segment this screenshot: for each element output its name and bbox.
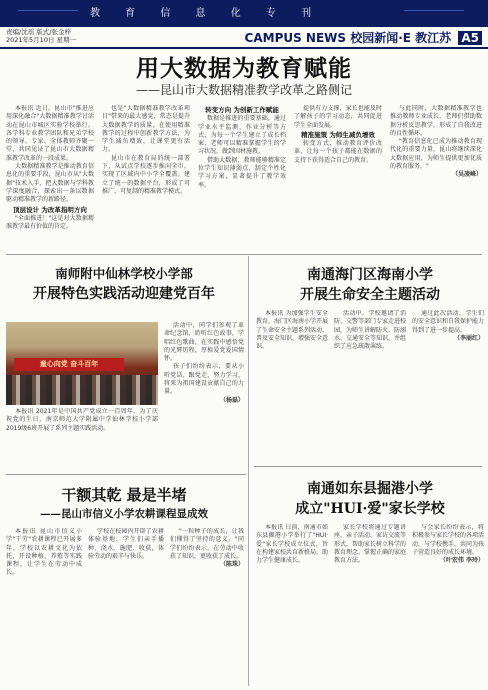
lead-headline: 用大数据为教育赋能	[136, 55, 352, 82]
byline: （杨磊）	[219, 396, 244, 404]
article-body	[6, 408, 158, 470]
article-body	[334, 310, 406, 460]
paragraph: 通过此次活动，学生们的安全意识和自我保护能力得到了进一步提高。	[412, 310, 484, 334]
article-body	[412, 310, 484, 460]
section-heading: 转变方向 为创新工作赋能	[205, 106, 279, 114]
article-body	[256, 310, 328, 460]
article-body	[88, 528, 164, 686]
paragraph: 本报讯 2021年是中国共产党成立一百周年，为了庆祝党的生日，南京师范大学附属中学仙林学校小学部2019级6班开展了系列主题实践活动。	[6, 408, 158, 432]
paragraph: 提供有力支撑，家长也能及时了解孩子的学习动态，共同促进学生全面发展。	[294, 105, 382, 129]
paragraph: 本报讯 日前，南通市如东县掘港小学举行了"HUI·爱"家长学校成立仪式，旨在构建家校共育新格局，助力学生健康成长。	[256, 524, 328, 565]
lead-column-3	[198, 105, 286, 250]
page-number: A5	[458, 31, 482, 45]
masthead-bar	[0, 0, 488, 27]
article-body	[412, 524, 484, 686]
article-subheadline: ——昆山市信义小学农耕课程显成效	[40, 508, 208, 520]
byline: （吴凌峰）	[451, 171, 482, 179]
section-heading: 精准施策 为师生减负增效	[301, 130, 375, 139]
paragraph: 学校在校园内开辟了农耕体验基地，学生们亲手播种、浇水、施肥、收获，体验劳动的艰辛与快乐。	[88, 528, 164, 560]
masthead-ornament-right	[404, 10, 464, 11]
paragraph: 家长学校将通过专题讲座、亲子活动、家访交流等形式，帮助家长树立科学的教育理念，掌握正确的家庭教育方法。	[334, 524, 406, 565]
paragraph: 本报讯 为加强学生安全教育，海门区海南小学开展了生命安全主题系列活动，普及安全知识，增强安全意识。	[256, 310, 328, 351]
issue-meta-bar	[0, 27, 488, 49]
paragraph: 活动中，学校邀请了消防、交警等部门专家走进校园，为师生讲解防火、防溺水、交通安全等知识，并组织了应急疏散演练。	[334, 310, 406, 351]
editor-credit: 责编/沈瑶 版式/张金梓	[6, 28, 71, 36]
paragraph: 昆山市在教育局的统一部署下，从试点学校逐步推向全市，实现了区域内中小学全覆盖。建立了统一的数据平台，形成了可推广、可复制的精准教学模式。	[102, 154, 190, 195]
paragraph: 本报讯 近日，昆山市"推进应用深化融合"大数据精准教学讨活动在昆山市城区实验学校举行。各学科专业教学团队和兄弟学校的领导、专家、全体教师齐聚一堂，共同见证了昆山市大数据精准教学改革的一段成果。	[6, 105, 94, 162]
paragraph: 也是"大数据精准教学改革项目"带来的最大感觉，常态是提升大数据教学的质量，在使用精准教学的过程中创新教学方法，为学生减负增效，让课堂更有活力。	[102, 105, 190, 154]
photo-crowd	[6, 375, 158, 405]
paragraph: 数据是推进的重要基础，通过学业水平监测、作业分析等方式，为每一个学生建立了成长档案，老师可以精准掌握学生的学习状况，做到因材施教。	[198, 115, 286, 156]
article-body	[170, 528, 244, 686]
lead-column-1	[6, 105, 94, 250]
section-title: 教 育 信 息 化 专 刊	[90, 8, 323, 19]
article-headline: 南师附中仙林学校小学部	[55, 266, 193, 281]
byline: （陈珠）	[219, 561, 244, 569]
article-body	[6, 528, 82, 686]
article-body	[164, 322, 244, 470]
brand-header	[245, 29, 482, 46]
paragraph: "全面推进！"这是对大数据精准教学最有价值的肯定。	[6, 214, 94, 231]
paragraph: 活动中，同学们参观了革命纪念馆，聆听红色故事，学唱红色歌曲，在实践中感悟党的光辉历程，厚植爱党爱国情怀。	[164, 322, 244, 363]
byline: （叶宏伟 李玲）	[439, 557, 484, 565]
paragraph: 借助大数据，教师能够精准定位学生知识薄弱点，制定个性化学习方案，显著提升了教学效率。	[198, 156, 286, 189]
paragraph: 本报讯 昆山市信义小学"干劳"农耕课程已开展多年，学校以农耕文化为依托，开设种植、养殖等实践课程，让学生在劳动中成长。	[6, 528, 82, 577]
section-heading: 顶层设计 为改革指明方向	[13, 205, 87, 214]
paragraph: "教育信息化已成为推动教育现代化的重要力量，昆山将继续深化大数据应用，为师生提供更加优质的教育服务。"	[390, 138, 482, 171]
event-photo	[6, 322, 158, 405]
article-headline: 开展生命安全主题活动	[300, 287, 440, 303]
paragraph: 大数据精准教学是推动教育信息化的重要手段，昆山市从"大数据"技术入手，把大数据与学科教学深度融合，探索出一条以数据驱动精准教学的新路径。	[6, 163, 94, 204]
divider	[6, 254, 482, 255]
paragraph: 与会家长纷纷表示，将积极参与家长学校的各项活动，与学校携手，共同为孩子营造良好的成长环境。	[412, 524, 484, 556]
article-headline: 开展特色实践活动迎建党百年	[33, 286, 215, 302]
issue-info	[6, 28, 76, 44]
paragraph: 与此同时，大数据精准教学也推动教师专业成长，老师们借助数据分析反思教学，形成了自我改进的良性循环。	[390, 105, 482, 137]
brand-name: CAMPUS NEWS 校园新闻·E 教江苏	[244, 31, 452, 45]
article-headline: 干额其乾 最是半堵	[61, 486, 187, 504]
masthead-ornament-left	[18, 10, 78, 11]
lead-subheadline: ——昆山市大数据精准教学改革之路侧记	[135, 83, 352, 97]
lead-column-2	[102, 105, 190, 250]
paragraph: 孩子们纷纷表示，要从小听党话、跟党走，努力学习，将来为祖国建设贡献自己的力量。	[164, 363, 244, 396]
lead-body	[6, 105, 482, 250]
divider	[6, 474, 246, 475]
issue-date: 2021年5月10日 星期一	[6, 36, 77, 44]
article-headline: 南通如东县掘港小学	[307, 481, 433, 497]
photo-banner: 童心向党 奋斗百年	[14, 358, 124, 371]
byline: （李丽红）	[453, 334, 484, 342]
article-headline: 南通海门区海南小学	[307, 267, 433, 283]
divider	[248, 256, 249, 686]
lead-column-4	[294, 105, 382, 250]
article-body	[256, 524, 328, 686]
article-headline: 成立"HUI·爱"家长学校	[295, 501, 445, 517]
divider	[254, 466, 482, 467]
paragraph: "一粒种子的成长，让我们懂得了坚持的意义。"同学们纷纷表示，在劳动中收获了知识，更收获了成长。	[170, 528, 244, 560]
lead-column-5	[390, 105, 482, 250]
article-body	[334, 524, 406, 686]
paragraph: 转变方式，推动教育评价改革，让每一个孩子都能在数据的支持下获得适合自己的教育。	[294, 140, 382, 164]
